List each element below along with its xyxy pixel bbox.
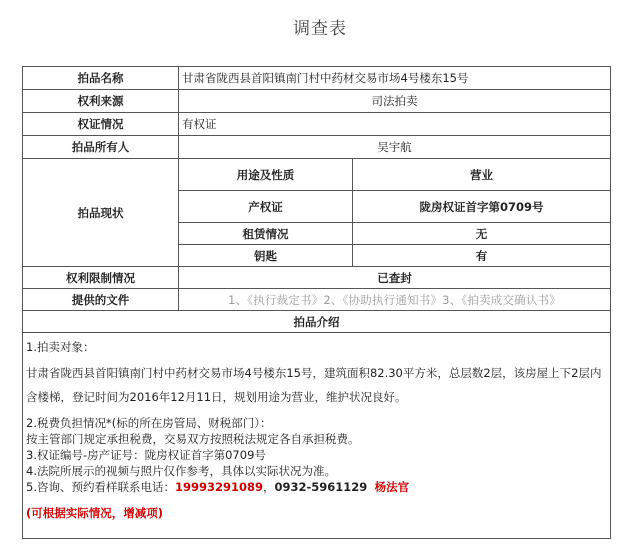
item-name-value: 甘肃省陇西县首阳镇南门村中药材交易市场4号楼东15号 <box>179 67 611 90</box>
table-row <box>23 311 611 333</box>
restriction-label: 权利限制情况 <box>23 267 179 289</box>
intro-content <box>23 333 611 539</box>
intro-p1-body: 甘肃省陇西县首阳镇南门村中药材交易市场4号楼东15号，建筑面积82.30平方米，总层数2层，该房屋上下2层内含楼梯，登记时间为2016年12月11日，规划用途为营业，维护状况良好。 <box>26 366 602 404</box>
cert-status-value: 有权证 <box>179 113 611 136</box>
usage-label: 用途及性质 <box>179 159 353 191</box>
key-value: 有 <box>353 245 611 267</box>
owner-label: 拍品所有人 <box>23 136 179 159</box>
key-label: 钥匙 <box>179 245 353 267</box>
phone-separator: ， <box>263 480 275 494</box>
intro-p5 <box>26 479 607 495</box>
lease-value: 无 <box>353 223 611 245</box>
page-title: 调查表 <box>293 19 347 39</box>
contact-name: 杨法官 <box>374 480 410 494</box>
intro-p5-prefix: 5.咨询、预约看样联系电话： <box>26 480 175 494</box>
table-row <box>23 90 611 113</box>
property-cert-label: 产权证 <box>179 191 353 223</box>
documents-value: 1、《执行裁定书》2、《协助执行通知书》3、《拍卖成交确认书》 <box>179 289 611 311</box>
item-name-label: 拍品名称 <box>23 67 179 90</box>
survey-table <box>22 66 611 539</box>
note-adjust: (可根据实际情况，增减项) <box>26 506 164 520</box>
rights-source-value: 司法拍卖 <box>179 90 611 113</box>
status-label: 拍品现状 <box>23 159 179 267</box>
table-row <box>23 67 611 90</box>
table-row <box>23 267 611 289</box>
table-row <box>23 289 611 311</box>
table-row <box>23 136 611 159</box>
owner-value: 吴宇航 <box>179 136 611 159</box>
table-row <box>23 333 611 539</box>
intro-p1-title: 1.拍卖对象： <box>26 340 95 354</box>
phone-2[interactable]: 0932-5961129 <box>274 480 368 494</box>
documents-label: 提供的文件 <box>23 289 179 311</box>
rights-source-label: 权利来源 <box>23 90 179 113</box>
intro-p3: 3.权证编号-房产证号：陇房权证首字第0709号 <box>26 448 266 462</box>
lease-label: 租赁情况 <box>179 223 353 245</box>
intro-p4: 4.法院所展示的视频与照片仅作参考，具体以实际状况为准。 <box>26 464 336 478</box>
intro-p2-title: 2.税费负担情况*(标的所在房管局、财税部门）： <box>26 416 272 430</box>
table-row <box>23 113 611 136</box>
table-row <box>23 159 611 191</box>
usage-value: 营业 <box>353 159 611 191</box>
intro-p2-body: 按主管部门规定承担税费，交易双方按照税法规定各自承担税费。 <box>26 432 360 446</box>
intro-header: 拍品介绍 <box>23 311 611 333</box>
cert-status-label: 权证情况 <box>23 113 179 136</box>
phone-1[interactable]: 19993291089 <box>174 480 264 494</box>
restriction-value: 已查封 <box>179 267 611 289</box>
property-cert-value: 陇房权证首字第0709号 <box>353 191 611 223</box>
